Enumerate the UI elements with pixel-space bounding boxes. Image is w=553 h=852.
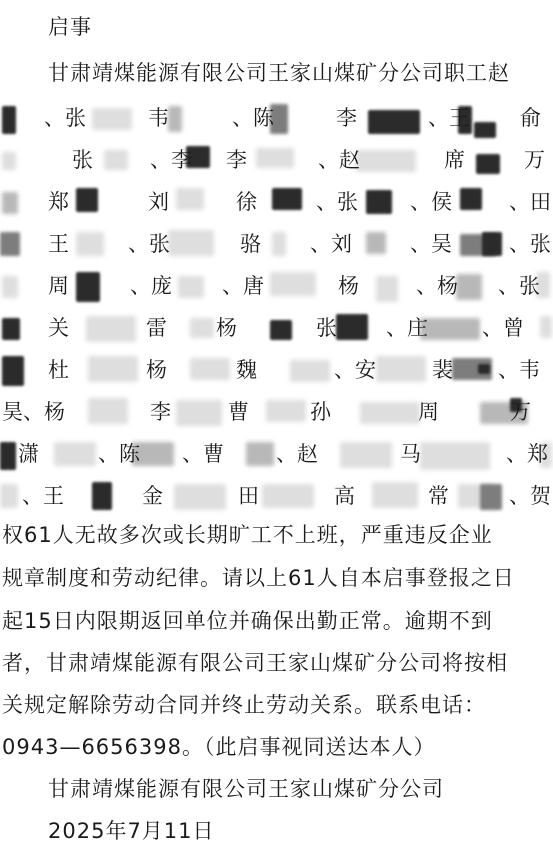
employee-name: 、韦: [498, 358, 540, 382]
body-line: 者，甘肃靖煤能源有限公司王家山煤矿分公司将按相: [2, 651, 508, 675]
notice-intro: 甘肃靖煤能源有限公司王家山煤矿分公司职工赵: [48, 61, 510, 85]
employee-name: 、曹: [182, 442, 224, 466]
employee-name: 、杨: [416, 274, 458, 298]
employee-name: 、唐: [222, 274, 264, 298]
redaction-mark: [478, 364, 490, 374]
employee-name: 、贺: [509, 484, 551, 508]
employee-name: 、安: [334, 358, 376, 382]
body-line: 起15日内限期返回单位并确保出勤正常。逾期不到: [2, 609, 493, 633]
notice-heading: 启事: [48, 15, 92, 39]
redaction-mark: [366, 232, 386, 254]
name-row: [0, 224, 553, 264]
employee-name: 、赵: [276, 442, 318, 466]
employee-name: 杜: [48, 358, 69, 382]
redaction-mark: [190, 318, 214, 338]
redaction-mark: [88, 356, 138, 382]
redaction-mark: [272, 188, 302, 210]
redaction-mark: [482, 232, 502, 256]
redaction-mark: [92, 108, 132, 130]
redaction-mark: [76, 272, 100, 302]
redaction-mark: [366, 190, 392, 214]
employee-name: 杨: [216, 316, 237, 340]
redaction-mark: [190, 358, 230, 380]
employee-name: 张: [316, 316, 337, 340]
employee-name: 席: [444, 148, 465, 172]
body-line: 规章制度和劳动纪律。请以上61人自本启事登报之日: [2, 566, 515, 590]
redaction-mark: [376, 276, 398, 302]
employee-name: 、郑: [506, 442, 548, 466]
employee-name: 俞: [520, 106, 541, 130]
notice-date: 2025年7月11日: [48, 819, 215, 843]
name-row: [0, 182, 553, 222]
employee-name: 李: [150, 400, 171, 424]
employee-name: 田: [238, 484, 259, 508]
redaction-mark: [262, 484, 314, 508]
employee-name: 周: [418, 400, 439, 424]
employee-name: 、王: [22, 484, 64, 508]
employee-name: 、田: [509, 190, 551, 214]
employee-name: 昊、杨: [2, 400, 65, 424]
redaction-mark: [474, 122, 496, 138]
redaction-mark: [176, 400, 222, 426]
name-row: [0, 434, 553, 474]
employee-name: 、张: [498, 274, 540, 298]
name-row: [0, 392, 553, 432]
redaction-mark: [76, 188, 98, 212]
redaction-mark: [272, 232, 286, 256]
employee-name: 关: [48, 316, 69, 340]
redaction-mark: [2, 356, 24, 386]
redaction-mark: [0, 484, 18, 508]
redaction-mark: [360, 402, 420, 424]
body-line: 关规定解除劳动合同并终止劳动关系。联系电话：: [2, 693, 486, 717]
employee-name: 曹: [228, 400, 249, 424]
employee-name: 李: [226, 148, 247, 172]
employee-name: 金: [142, 484, 163, 508]
redaction-mark: [76, 232, 104, 256]
employee-name: 李: [336, 106, 357, 130]
redaction-mark: [168, 230, 214, 256]
employee-name: 骆: [240, 232, 261, 256]
redaction-mark: [2, 276, 18, 298]
name-row: [0, 266, 553, 306]
redaction-mark: [178, 276, 204, 298]
employee-name: 周: [48, 274, 69, 298]
redaction-mark: [340, 442, 392, 468]
redaction-mark: [168, 106, 182, 132]
name-row: [0, 308, 553, 348]
redaction-mark: [270, 272, 316, 296]
redaction-mark: [88, 398, 128, 424]
redaction-mark: [92, 482, 112, 510]
employee-name: 雷: [146, 316, 167, 340]
redaction-mark: [336, 314, 368, 340]
redaction-mark: [246, 442, 274, 466]
name-row: [0, 98, 553, 138]
employee-name: 张: [72, 148, 93, 172]
redaction-mark: [104, 150, 128, 170]
employee-name: 、张: [44, 106, 86, 130]
employee-name: 万: [510, 400, 531, 424]
employee-name: 、张: [316, 190, 358, 214]
employee-name: 、张: [128, 232, 170, 256]
redaction-mark: [2, 192, 18, 214]
name-row: [0, 476, 553, 516]
body-line: 0943—6656398。（此启事视同送达本人）: [2, 735, 436, 759]
employee-name: 、李: [150, 148, 192, 172]
employee-name: 王: [48, 232, 69, 256]
redaction-mark: [480, 484, 502, 510]
redaction-mark: [540, 316, 552, 338]
redaction-mark: [176, 188, 204, 210]
redaction-mark: [460, 188, 482, 210]
employee-name: 魏: [236, 358, 257, 382]
employee-name: 常: [428, 484, 449, 508]
employee-name: 、刘: [310, 232, 352, 256]
employee-name: 、王: [428, 106, 470, 130]
name-row: [0, 350, 553, 390]
employee-name: 、侯: [410, 190, 452, 214]
employee-name: 孙: [310, 400, 331, 424]
employee-name: 杨: [146, 358, 167, 382]
redaction-mark: [2, 318, 20, 340]
redaction-mark: [356, 150, 416, 172]
redaction-mark: [372, 482, 418, 508]
body-line: 权61人无故多次或长期旷工不上班，严重违反企业: [2, 523, 493, 547]
redaction-mark: [0, 232, 20, 256]
notice-signature: 甘肃靖煤能源有限公司王家山煤矿分公司: [48, 777, 444, 801]
employee-name: 、庞: [130, 274, 172, 298]
redaction-mark: [266, 400, 306, 422]
redaction-mark: [270, 320, 292, 340]
employee-name: 、张: [509, 232, 551, 256]
employee-name: 徐: [236, 190, 257, 214]
employee-name: 刘: [148, 190, 169, 214]
redaction-mark: [476, 154, 500, 174]
redaction-mark: [420, 318, 480, 340]
redaction-mark: [376, 356, 426, 382]
employee-name: 郑: [48, 190, 69, 214]
redaction-mark: [2, 106, 16, 134]
redaction-mark: [420, 442, 490, 470]
employee-name: 、陈: [98, 442, 140, 466]
employee-name: 、曾: [482, 316, 524, 340]
employee-name: 裴: [432, 358, 453, 382]
employee-name: 杨: [338, 274, 359, 298]
employee-name: 潇: [18, 442, 39, 466]
redaction-mark: [368, 110, 420, 134]
employee-name: 、吴: [410, 232, 452, 256]
redaction-mark: [256, 148, 294, 168]
employee-name: 、庄: [386, 316, 428, 340]
employee-name: 万: [524, 148, 545, 172]
employee-name: 高: [334, 484, 355, 508]
redaction-mark: [0, 442, 16, 470]
redaction-mark: [86, 316, 136, 342]
redaction-mark: [54, 442, 96, 466]
employee-name: 马: [400, 442, 421, 466]
employee-name: 、赵: [318, 148, 360, 172]
name-row: [0, 140, 553, 180]
redaction-mark: [456, 274, 482, 300]
redaction-mark: [290, 360, 330, 382]
redaction-mark: [174, 484, 226, 510]
employee-name: 韦: [148, 106, 169, 130]
employee-name: 、陈: [232, 106, 274, 130]
redaction-mark: [2, 152, 16, 170]
